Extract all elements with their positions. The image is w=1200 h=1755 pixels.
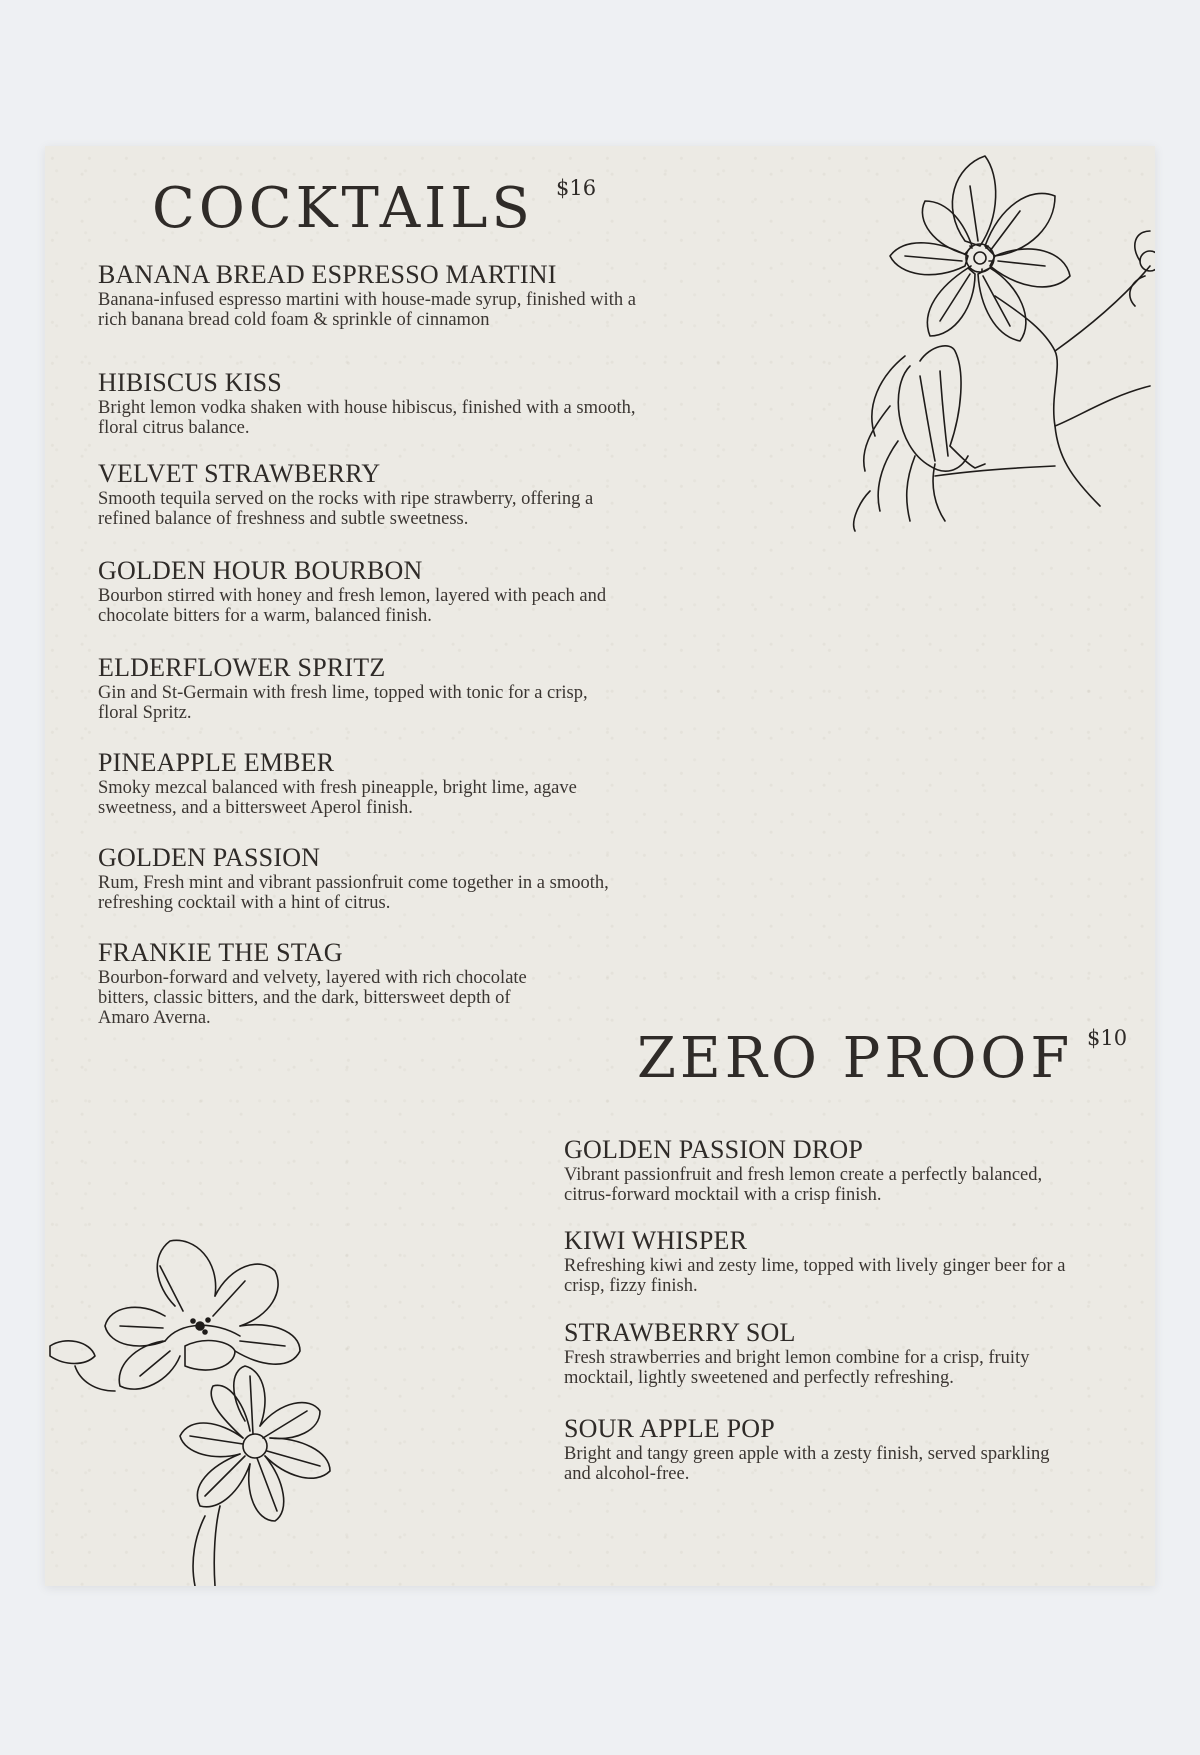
item-name: FRANKIE THE STAG bbox=[98, 938, 343, 967]
item-description: Bourbon stirred with honey and fresh lemon, layered with peach and chocolate bitters for a warm, balanced finish. bbox=[98, 586, 607, 626]
item-name: GOLDEN HOUR BOURBON bbox=[98, 556, 423, 585]
menu-page bbox=[45, 146, 1155, 1586]
item-description: Vibrant passionfruit and fresh lemon create a perfectly balanced, citrus-forward mocktail with a crisp finish. bbox=[564, 1165, 1043, 1205]
list-item bbox=[98, 843, 643, 913]
list-item bbox=[98, 938, 548, 1028]
item-name: STRAWBERRY SOL bbox=[564, 1318, 796, 1347]
item-name: VELVET STRAWBERRY bbox=[98, 459, 381, 488]
cocktails-title: COCKTAILS bbox=[152, 176, 534, 241]
list-item bbox=[98, 368, 643, 438]
zero-proof-title: ZERO PROOF bbox=[637, 1026, 1074, 1091]
zero-proof-list bbox=[564, 146, 1109, 1586]
item-name: ELDERFLOWER SPRITZ bbox=[98, 653, 386, 682]
list-item bbox=[564, 1135, 1064, 1205]
list-item bbox=[98, 260, 643, 330]
list-item bbox=[98, 653, 628, 723]
flower-icon bbox=[45, 1226, 385, 1586]
item-description: Bright lemon vodka shaken with house hibiscus, finished with a smooth, floral citrus balance. bbox=[98, 398, 636, 438]
item-description: Bourbon-forward and velvety, layered with rich chocolate bitters, classic bitters, and the dark, bittersweet depth of Amaro Averna. bbox=[98, 968, 527, 1028]
item-name: PINEAPPLE EMBER bbox=[98, 748, 335, 777]
cocktails-price: $16 bbox=[556, 176, 597, 200]
list-item bbox=[98, 748, 618, 818]
list-item bbox=[564, 1318, 1084, 1388]
item-description: Gin and St-Germain with fresh lime, topped with tonic for a crisp, floral Spritz. bbox=[98, 683, 588, 723]
item-name: HIBISCUS KISS bbox=[98, 368, 282, 397]
item-description: Fresh strawberries and bright lemon combine for a crisp, fruity mocktail, lightly sweetened and perfectly refreshing. bbox=[564, 1348, 1030, 1388]
item-description: Smoky mezcal balanced with fresh pineapple, bright lime, agave sweetness, and a bittersweet Aperol finish. bbox=[98, 778, 577, 818]
item-name: BANANA BREAD ESPRESSO MARTINI bbox=[98, 260, 557, 289]
item-description: Banana-infused espresso martini with house-made syrup, finished with a rich banana bread cold foam & sprinkle of cinnamon bbox=[98, 290, 636, 330]
item-description: Smooth tequila served on the rocks with ripe strawberry, offering a refined balance of freshness and subtle sweetness. bbox=[98, 489, 594, 529]
item-name: KIWI WHISPER bbox=[564, 1226, 748, 1255]
zero-proof-price: $10 bbox=[1087, 1026, 1128, 1050]
list-item bbox=[564, 1226, 1104, 1296]
list-item bbox=[98, 459, 643, 529]
list-item bbox=[98, 556, 618, 626]
item-name: GOLDEN PASSION DROP bbox=[564, 1135, 864, 1164]
cocktails-list bbox=[98, 146, 643, 1146]
item-description: Refreshing kiwi and zesty lime, topped with lively ginger beer for a crisp, fizzy finish. bbox=[564, 1256, 1066, 1296]
item-description: Rum, Fresh mint and vibrant passionfruit come together in a smooth, refreshing cocktail with a hint of citrus. bbox=[98, 873, 609, 913]
item-description: Bright and tangy green apple with a zesty finish, served sparkling and alcohol-free. bbox=[564, 1444, 1050, 1484]
item-name: SOUR APPLE POP bbox=[564, 1414, 775, 1443]
item-name: GOLDEN PASSION bbox=[98, 843, 321, 872]
list-item bbox=[564, 1414, 1064, 1484]
